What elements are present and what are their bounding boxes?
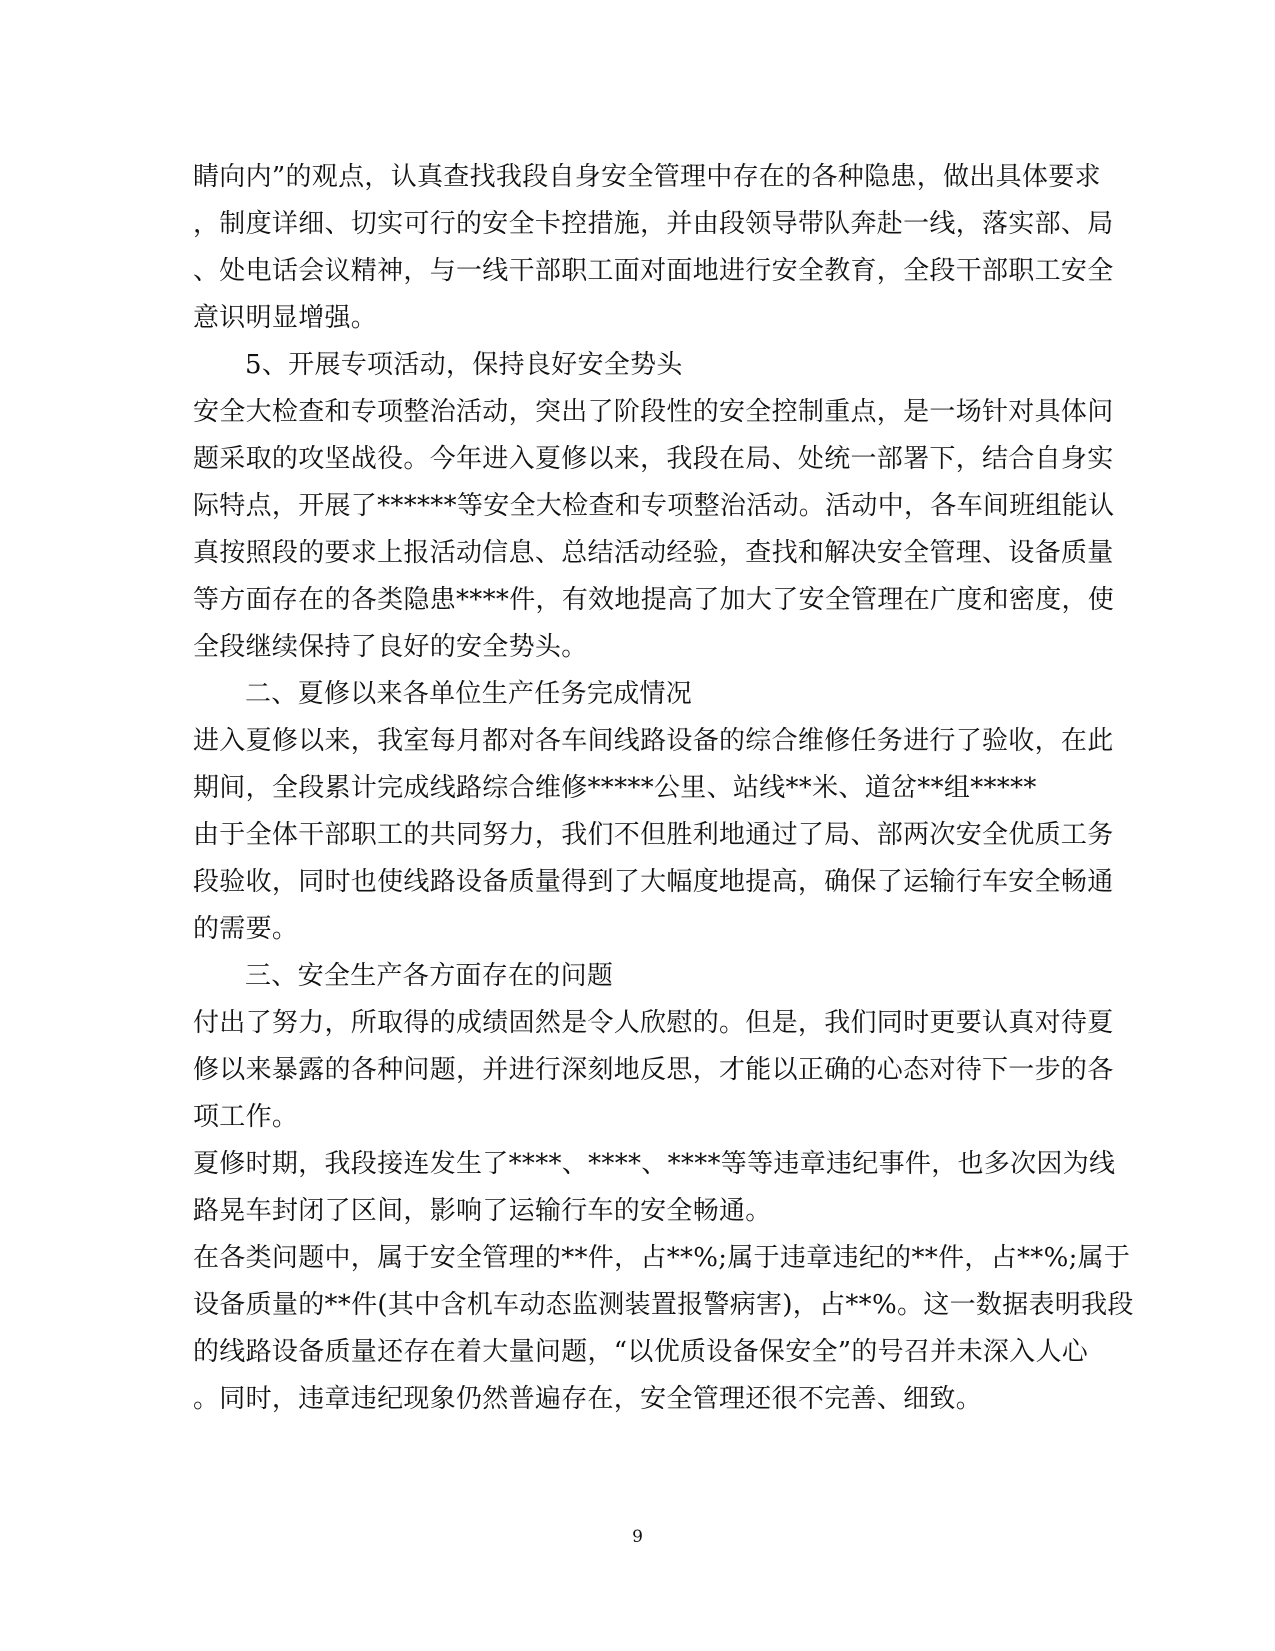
section-heading: 5、开展专项活动，保持良好安全势头 — [245, 350, 683, 380]
page-number: 9 — [632, 1527, 643, 1547]
text-line: 、处电话会议精神，与一线干部职工面对面地进行安全教育，全段干部职工安全 — [193, 256, 1114, 286]
text-line: 。同时，违章违纪现象仍然普遍存在，安全管理还很不完善、细致。 — [193, 1384, 983, 1414]
text-line: ，制度详细、切实可行的安全卡控措施，并由段领导带队奔赴一线，落实部、局 — [193, 209, 1114, 239]
text-line: 际特点，开展了******等安全大检查和专项整治活动。活动中，各车间班组能认 — [193, 491, 1115, 521]
text-line: 设备质量的**件(其中含机车动态监测装置报警病害)，占**%。这一数据表明我段 — [193, 1290, 1134, 1320]
text-line: 期间，全段累计完成线路综合维修*****公里、站线**米、道岔**组***** — [193, 773, 1037, 803]
text-line: 真按照段的要求上报活动信息、总结活动经验，查找和解决安全管理、设备质量 — [193, 538, 1114, 568]
text-line: 等方面存在的各类隐患****件，有效地提高了加大了安全管理在广度和密度，使 — [193, 585, 1115, 615]
text-line: 意识明显增强。 — [193, 303, 378, 333]
text-line: 付出了努力，所取得的成绩固然是令人欣慰的。但是，我们同时更要认真对待夏 — [193, 1008, 1114, 1038]
text-line: 段验收，同时也使线路设备质量得到了大幅度地提高，确保了运输行车安全畅通 — [193, 867, 1114, 897]
text-line: 安全大检查和专项整治活动，突出了阶段性的安全控制重点，是一场针对具体问 — [193, 397, 1114, 427]
text-line: 的需要。 — [193, 914, 299, 944]
section-heading: 二、夏修以来各单位生产任务完成情况 — [245, 679, 693, 709]
text-line: 项工作。 — [193, 1102, 299, 1132]
text-line: 修以来暴露的各种问题，并进行深刻地反思，才能以正确的心态对待下一步的各 — [193, 1055, 1114, 1085]
text-line: 的线路设备质量还存在着大量问题，“以优质设备保安全”的号召并未深入人心 — [193, 1337, 1089, 1367]
text-line: 夏修时期，我段接连发生了****、****、****等等违章违纪事件，也多次因为线 — [193, 1149, 1116, 1179]
text-line: 全段继续保持了良好的安全势头。 — [193, 632, 588, 662]
text-line: 进入夏修以来，我室每月都对各车间线路设备的综合维修任务进行了验收，在此 — [193, 726, 1114, 756]
text-line: 在各类问题中，属于安全管理的**件，占**%;属于违章违纪的**件，占**%;属于 — [193, 1243, 1131, 1273]
text-line: 路晃车封闭了区间，影响了运输行车的安全畅通。 — [193, 1196, 772, 1226]
text-line: 睛向内”的观点，认真查找我段自身安全管理中存在的各种隐患，做出具体要求 — [193, 162, 1101, 192]
text-line: 题采取的攻坚战役。今年进入夏修以来，我段在局、处统一部署下，结合自身实 — [193, 444, 1114, 474]
text-line: 由于全体干部职工的共同努力，我们不但胜利地通过了局、部两次安全优质工务 — [193, 820, 1114, 850]
section-heading: 三、安全生产各方面存在的问题 — [245, 961, 614, 991]
